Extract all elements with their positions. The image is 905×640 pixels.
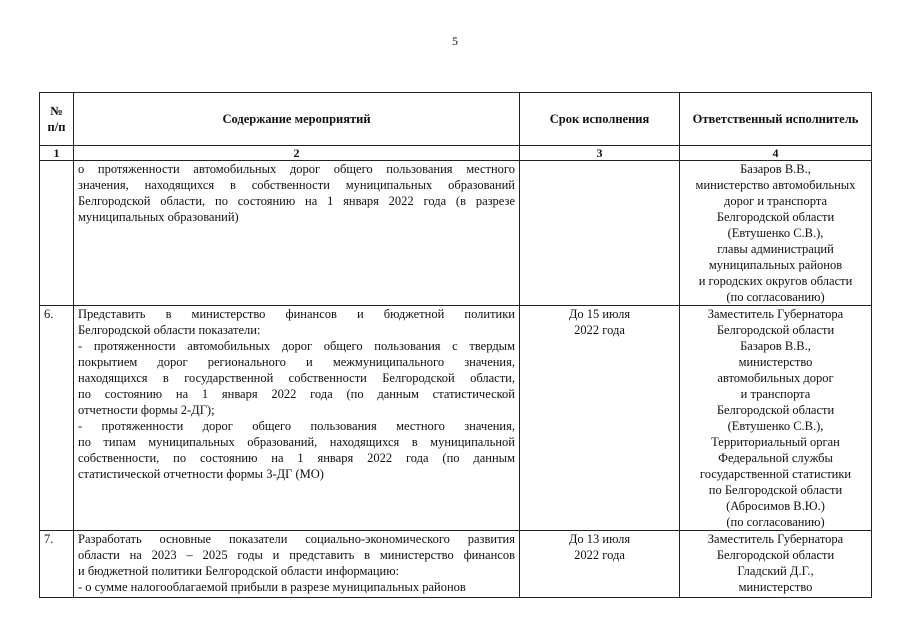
content-line: значения, находящихся в собственности муниципальных образований [78,178,515,192]
deadline [520,161,680,306]
executor-line: Белгородской области [716,210,835,224]
header-executor: Ответственный исполнитель [680,93,872,146]
table-row [40,306,872,531]
executor-line: Территориальный орган [711,435,840,449]
content-line: статистической отчетности формы 3-ДГ (МО) [78,467,324,481]
measure-content [74,306,520,531]
executor-line: Заместитель Губернатора [707,307,844,321]
content-line: Белгородской области показатели: [78,323,261,337]
header-number: № п/п [40,93,74,146]
executor-line: министерство автомобильных [695,178,856,192]
column-number: 1 [40,146,74,161]
executor-line: муниципальных районов [708,258,843,272]
content-line: - протяженности дорог общего пользования местного значения, [78,419,515,433]
header-deadline: Срок исполнения [520,93,680,146]
executor-line: и городских округов области [698,274,853,288]
content-line: отчетности формы 2-ДГ); [78,403,215,417]
executor-line: по Белгородской области [708,483,843,497]
row-number [40,161,74,306]
executor-line: Базаров В.В., [740,339,811,353]
executor-line: (Евтушенко С.В.), [727,226,824,240]
content-line: Белгородской области, по состоянию на 1 января 2022 года (в разрезе [78,194,515,208]
measure-content [74,161,520,306]
deadline-line: До 15 июля [568,307,631,321]
responsible-executor [680,306,872,531]
deadline [520,306,680,531]
header-content: Содержание мероприятий [74,93,520,146]
deadline [520,531,680,598]
page-number: 5 [452,34,458,48]
column-number: 4 [680,146,872,161]
deadline-line: 2022 года [574,548,625,562]
executor-line: (по согласованию) [726,515,825,529]
executor-line: государственной статистики [699,467,852,481]
executor-line: автомобильных дорог [717,371,834,385]
deadline-line: 2022 года [574,323,625,337]
content-line: собственности, по состоянию на 1 января 2022 года (по данным [78,451,515,465]
column-number: 2 [74,146,520,161]
content-line: Разработать основные показатели социально-экономического развития [78,532,515,546]
table-row [40,531,872,598]
executor-line: Белгородской области [716,403,835,417]
table-header-row [40,93,872,146]
content-line: и бюджетной политики Белгородской области информацию: [78,564,400,578]
table-body [40,161,872,598]
executor-line: министерство [738,580,813,594]
column-number-row [40,146,872,161]
content-line: находящихся в государственной собственности Белгородской области, [78,371,515,385]
responsible-executor [680,161,872,306]
measures-table [39,92,872,598]
executor-line: (по согласованию) [726,290,825,304]
row-number: 7. [40,531,74,598]
content-line: по состоянию на 1 января 2022 года (по данным статистической [78,387,515,401]
content-line: муниципальных образований) [78,210,239,224]
content-line: по типам муниципальных образований, находящихся в муниципальной [78,435,515,449]
content-line: покрытием дорог регионального и межмуниципального значения, [78,355,515,369]
column-number: 3 [520,146,680,161]
content-line: - протяженности автомобильных дорог общего пользования с твердым [78,339,515,353]
executor-line: Федеральной службы [718,451,833,465]
content-line: Представить в министерство финансов и бюджетной политики [78,307,515,321]
executor-line: министерство [738,355,813,369]
content-line: о протяженности автомобильных дорог общего пользования местного [78,162,515,176]
executor-line: Базаров В.В., [740,162,811,176]
executor-line: Заместитель Губернатора [707,532,844,546]
executor-line: дорог и транспорта [723,194,827,208]
table-row [40,161,872,306]
deadline-line: До 13 июля [568,532,631,546]
content-line: - о сумме налогооблагаемой прибыли в разрезе муниципальных районов [78,580,466,594]
executor-line: Гладский Д.Г., [737,564,814,578]
responsible-executor [680,531,872,598]
executor-line: (Евтушенко С.В.), [727,419,824,433]
executor-line: (Абросимов В.Ю.) [726,499,825,513]
content-line: области на 2023 – 2025 годы и представить в министерство финансов [78,548,515,562]
executor-line: и транспорта [740,387,811,401]
executor-line: Белгородской области [716,323,835,337]
row-number: 6. [40,306,74,531]
executor-line: Белгородской области [716,548,835,562]
measure-content [74,531,520,598]
executor-line: главы администраций [717,242,834,256]
